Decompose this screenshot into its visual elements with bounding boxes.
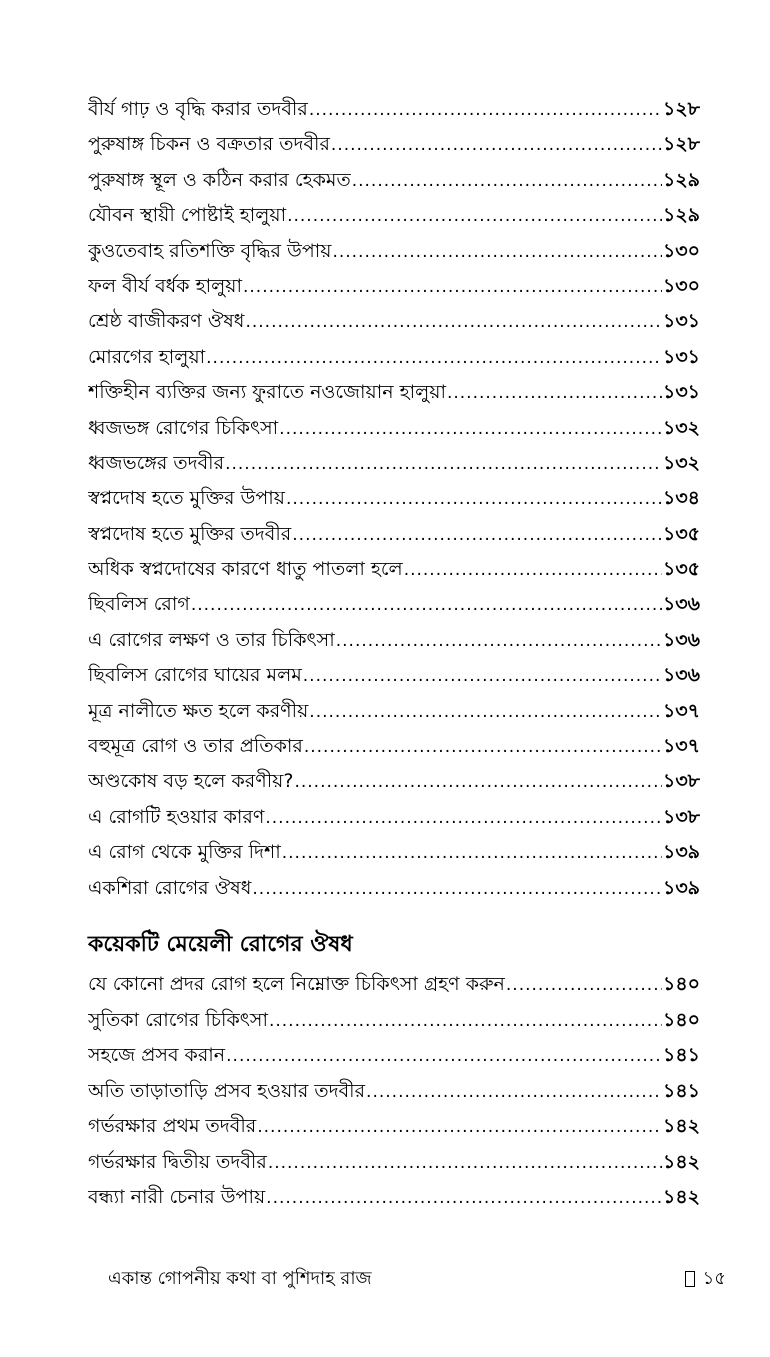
toc-row <box>88 623 700 658</box>
toc-page: ১৩২ <box>662 451 700 474</box>
leader-dots <box>245 305 662 339</box>
toc-row <box>88 1145 700 1181</box>
leader-dots <box>257 1110 662 1145</box>
toc-title: ধ্বজভঙ্গের তদবীর <box>88 451 225 474</box>
leader-dots <box>352 164 662 198</box>
toc-row <box>88 871 700 906</box>
toc-page: ১৪২ <box>662 1115 700 1137</box>
toc-title: একশিরা রোগের ঔষধ <box>88 876 252 899</box>
toc-row <box>88 587 700 622</box>
toc-row <box>88 800 700 835</box>
toc-row <box>88 729 700 764</box>
toc-row <box>88 304 700 339</box>
toc-page: ১৩৯ <box>662 841 700 864</box>
leader-dots <box>292 518 662 552</box>
toc-row <box>88 163 700 198</box>
toc-title: অধিক স্বপ্নদোষের কারণে ধাতু পাতলা হলে <box>88 558 403 581</box>
toc-page: ১৩৪ <box>662 487 700 510</box>
leader-dots <box>268 1146 662 1181</box>
toc-title: স্বপ্নদোষ হতে মুক্তির তদবীর <box>88 522 292 545</box>
toc-row <box>88 234 700 269</box>
leader-dots <box>191 588 662 622</box>
toc-row <box>88 92 700 127</box>
toc-title: গর্ভরক্ষার প্রথম তদবীর <box>88 1115 257 1137</box>
toc-page: ১৩৮ <box>662 805 700 828</box>
leader-dots <box>294 765 662 799</box>
leader-dots <box>309 695 662 729</box>
leader-dots <box>303 659 662 693</box>
leader-dots <box>252 872 662 906</box>
leader-dots <box>243 270 662 304</box>
toc-title: বন্ধ্যা নারী চেনার উপায় <box>88 1186 266 1208</box>
toc-page: ১৩০ <box>662 239 700 262</box>
toc-page: ১২৯ <box>662 168 700 191</box>
toc-page: ১৩৬ <box>662 628 700 651</box>
section-heading: কয়েকটি মেয়েলী রোগের ঔষধ <box>88 932 353 957</box>
leader-dots <box>336 624 662 658</box>
toc-row <box>88 1109 700 1145</box>
leader-dots <box>225 447 662 481</box>
toc-title: যৌবন স্থায়ী পোষ্টাই হালুয়া <box>88 204 287 227</box>
toc-page: ১৪২ <box>662 1186 700 1208</box>
leader-dots <box>506 968 662 1003</box>
toc-row <box>88 1180 700 1216</box>
toc-list-womens-diseases <box>88 967 700 1216</box>
toc-title: পুরুষাঙ্গ স্থূল ও কঠিন করার হেকমত <box>88 168 351 191</box>
toc-title: শ্রেষ্ঠ বাজীকরণ ঔষধ <box>88 310 245 333</box>
toc-page: ১৩৬ <box>662 593 700 616</box>
toc-page: ১৩০ <box>662 274 700 297</box>
toc-page: ১২৮ <box>662 98 700 120</box>
toc-row <box>88 517 700 552</box>
box-icon <box>685 1271 695 1287</box>
leader-dots <box>226 1039 662 1074</box>
toc-list-main <box>88 92 700 906</box>
toc-row <box>88 446 700 481</box>
page-number-block <box>685 1264 726 1294</box>
toc-title: ছিবলিস রোগের ঘায়ের মলম <box>88 664 302 687</box>
toc-title: স্বপ্নদোষ হতে মুক্তির উপায় <box>88 487 285 510</box>
toc-row <box>88 411 700 446</box>
leader-dots <box>206 341 662 375</box>
leader-dots <box>265 801 662 835</box>
toc-title: পুরুষাঙ্গ চিকন ও বক্রতার তদবীর <box>88 133 330 156</box>
toc-title: মূত্র নালীতে ক্ষত হলে করণীয় <box>88 699 309 722</box>
leader-dots <box>287 199 662 233</box>
toc-title: মোরগের হালুয়া <box>88 345 206 368</box>
leader-dots <box>286 482 662 516</box>
toc-title: যে কোনো প্রদর রোগ হলে নিম্নোক্ত চিকিৎসা গ্রহণ করুন <box>88 973 505 995</box>
leader-dots <box>447 376 662 410</box>
toc-title: কুওতেবাহ রতিশক্তি বৃদ্ধির উপায় <box>88 239 332 262</box>
toc-row <box>88 967 700 1003</box>
leader-dots <box>309 93 662 127</box>
leader-dots <box>331 128 662 162</box>
toc-row <box>88 375 700 410</box>
toc-page: ১৩১ <box>662 381 700 404</box>
leader-dots <box>332 235 662 269</box>
toc-page: ১৪০ <box>662 1008 700 1031</box>
toc-page: ১২৮ <box>662 133 700 156</box>
page-footer <box>108 1264 726 1294</box>
toc-title: ধ্বজভঙ্গ রোগের চিকিৎসা <box>88 416 279 439</box>
leader-dots <box>279 412 662 446</box>
toc-title: এ রোগের লক্ষণ ও তার চিকিৎসা <box>88 628 335 651</box>
toc-page: ১৩৬ <box>662 664 700 687</box>
toc-page: ১৩৮ <box>662 770 700 793</box>
toc-title: ছিবলিস রোগ <box>88 593 190 616</box>
toc-page: ১৪১ <box>663 1044 700 1066</box>
leader-dots <box>269 1004 662 1039</box>
toc-title: এ রোগটি হওয়ার কারণ <box>88 805 265 828</box>
toc-title: সুতিকা রোগের চিকিৎসা <box>88 1008 268 1031</box>
toc-page: ১৪০ <box>662 973 700 995</box>
toc-row <box>88 835 700 870</box>
leader-dots <box>304 730 662 764</box>
toc-page: ১২৯ <box>662 204 700 227</box>
toc-page: ১৩৭ <box>662 699 700 722</box>
toc-row <box>88 481 700 516</box>
toc-row <box>88 198 700 233</box>
toc-title: বীর্য গাঢ় ও বৃদ্ধি করার তদবীর <box>88 98 308 120</box>
toc-title: এ রোগ থেকে মুক্তির দিশা <box>88 841 281 864</box>
toc-page: ১৩৫ <box>662 558 700 581</box>
toc-row <box>88 1038 700 1074</box>
running-book-title: একান্ত গোপনীয় কথা বা পুশিদাহ রাজ <box>108 1268 372 1289</box>
toc-page: ১৪১ <box>663 1079 700 1102</box>
toc-page: ১৩৭ <box>662 735 700 758</box>
leader-dots <box>404 553 662 587</box>
toc-title: গর্ভরক্ষার দ্বিতীয় তদবীর <box>88 1150 267 1173</box>
leader-dots <box>282 836 662 870</box>
leader-dots <box>266 1181 662 1216</box>
toc-row <box>88 658 700 693</box>
toc-page: ১৩৫ <box>662 522 700 545</box>
toc-page: ১৩১ <box>662 310 700 333</box>
toc-row <box>88 764 700 799</box>
toc-title: অণ্ডকোষ বড় হলে করণীয়? <box>88 770 294 793</box>
toc-row <box>88 269 700 304</box>
toc-title: সহজে প্রসব করান <box>88 1044 226 1066</box>
toc-title: ফল বীর্য বর্ধক হালুয়া <box>88 274 242 297</box>
toc-row <box>88 340 700 375</box>
toc-row <box>88 694 700 729</box>
toc-row <box>88 552 700 587</box>
toc-title: অতি তাড়াতাড়ি প্রসব হওয়ার তদবীর <box>88 1079 366 1102</box>
toc-row <box>88 1074 700 1110</box>
toc-title: বহুমূত্র রোগ ও তার প্রতিকার <box>88 735 303 758</box>
toc-page: ১৪২ <box>662 1150 700 1173</box>
toc-page: ১৩২ <box>662 416 700 439</box>
toc-title: শক্তিহীন ব্যক্তির জন্য ফুরাতে নওজোয়ান হালুয়া <box>88 381 446 404</box>
leader-dots <box>366 1075 662 1110</box>
toc-row <box>88 127 700 162</box>
toc-page: ১৩১ <box>662 345 700 368</box>
toc-page: ১৩৯ <box>662 876 700 899</box>
toc-row <box>88 1003 700 1039</box>
page-number: ১৫ <box>702 1268 726 1289</box>
